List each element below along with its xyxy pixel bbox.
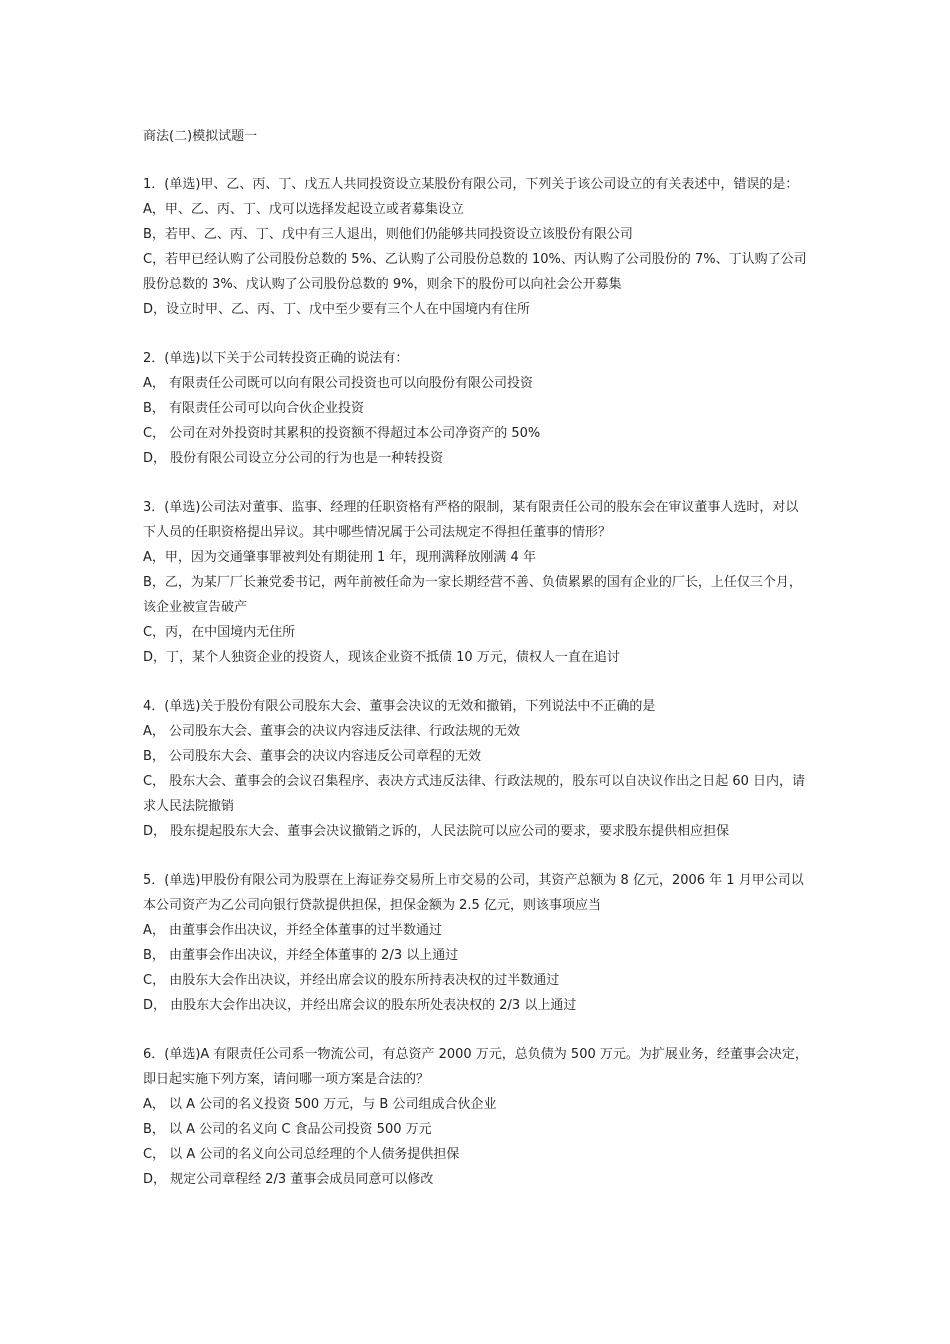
option-d: D， 规定公司章程经 2/3 董事会成员同意可以修改 <box>143 1172 434 1187</box>
option-b: B， 有限责任公司可以向合伙企业投资 <box>143 401 365 416</box>
document-page <box>143 124 808 1216</box>
question-stem: 1．(单选)甲、乙、丙、丁、戊五人共同投资设立某股份有限公司，下列关于该公司设立的有关表述中，错误的是： <box>143 177 799 192</box>
option-b: B， 公司股东大会、董事会的决议内容违反公司章程的无效 <box>143 749 482 764</box>
document-title: 商法(二)模拟试题一 <box>143 129 258 144</box>
option-d: D， 由股东大会作出决议，并经出席会议的股东所处表决权的 2/3 以上通过 <box>143 998 577 1013</box>
option-a: A， 以 A 公司的名义投资 500 万元，与 B 公司组成合伙企业 <box>143 1097 497 1112</box>
option-d: D， 股东提起股东大会、董事会决议撤销之诉的，人民法院可以应公司的要求，要求股东提供相应担保 <box>143 824 730 839</box>
question-6 <box>143 1042 808 1192</box>
option-b: B，若甲、乙、丙、丁、戊中有三人退出，则他们仍能够共同投资设立该股份有限公司 <box>143 227 633 242</box>
option-b: B， 由董事会作出决议，并经全体董事的 2/3 以上通过 <box>143 948 459 963</box>
question-stem: 4．(单选)关于股份有限公司股东大会、董事会决议的无效和撤销，下列说法中不正确的是 <box>143 699 656 714</box>
question-1 <box>143 172 808 322</box>
option-c: C，丙，在中国境内无住所 <box>143 625 296 640</box>
question-stem: 2．(单选)以下关于公司转投资正确的说法有： <box>143 351 409 366</box>
option-a: A，甲，因为交通肇事罪被判处有期徒刑 1 年，现刑满释放刚满 4 年 <box>143 550 536 565</box>
question-stem: 6．(单选)A 有限责任公司系一物流公司，有总资产 2000 万元，总负债为 500 万元。为扩展业务，经董事会决定，即日起实施下列方案，请问哪一项方案是合法的？ <box>143 1047 808 1087</box>
option-c: C， 股东大会、董事会的会议召集程序、表决方式违反法律、行政法规的，股东可以自决议作出之日起 60 日内，请求人民法院撤销 <box>143 774 806 814</box>
option-b: B，乙，为某厂厂长兼党委书记，两年前被任命为一家长期经营不善、负债累累的国有企业的厂长，上任仅三个月，该企业被宣告破产 <box>143 575 802 615</box>
question-4 <box>143 694 808 844</box>
option-c: C， 公司在对外投资时其累积的投资额不得超过本公司净资产的 50% <box>143 426 541 441</box>
option-c: C，若甲已经认购了公司股份总数的 5%、乙认购了公司股份总数的 10%、丙认购了公司股份的 7%、丁认购了公司股份总数的 3%、戊认购了公司股份总数的 9%，则余下的股份可以向社会公开募集 <box>143 252 807 292</box>
question-stem: 3．(单选)公司法对董事、监事、经理的任职资格有严格的限制，某有限责任公司的股东会在审议董事人选时，对以下人员的任职资格提出异议。其中哪些情况属于公司法规定不得担任董事的情形？ <box>143 500 799 540</box>
option-c: C， 以 A 公司的名义向公司总经理的个人债务提供担保 <box>143 1147 460 1162</box>
question-stem: 5．(单选)甲股份有限公司为股票在上海证券交易所上市交易的公司，其资产总额为 8 亿元，2006 年 1 月甲公司以本公司资产为乙公司向银行贷款提供担保，担保金额为 2.5 亿元，则该事项应当 <box>143 873 804 913</box>
option-b: B， 以 A 公司的名义向 C 食品公司投资 500 万元 <box>143 1122 432 1137</box>
question-5 <box>143 868 808 1018</box>
question-2 <box>143 346 808 471</box>
option-a: A， 公司股东大会、董事会的决议内容违反法律、行政法规的无效 <box>143 724 521 739</box>
option-a: A，甲、乙、丙、丁、戊可以选择发起设立或者募集设立 <box>143 202 464 217</box>
option-c: C， 由股东大会作出决议，并经出席会议的股东所持表决权的过半数通过 <box>143 973 560 988</box>
option-d: D， 股份有限公司设立分公司的行为也是一种转投资 <box>143 451 444 466</box>
question-3 <box>143 495 808 670</box>
option-d: D，丁，某个人独资企业的投资人，现该企业资不抵债 10 万元，债权人一直在追讨 <box>143 650 620 665</box>
option-a: A， 有限责任公司既可以向有限公司投资也可以向股份有限公司投资 <box>143 376 534 391</box>
option-d: D，设立时甲、乙、丙、丁、戊中至少要有三个人在中国境内有住所 <box>143 302 531 317</box>
option-a: A， 由董事会作出决议，并经全体董事的过半数通过 <box>143 923 443 938</box>
